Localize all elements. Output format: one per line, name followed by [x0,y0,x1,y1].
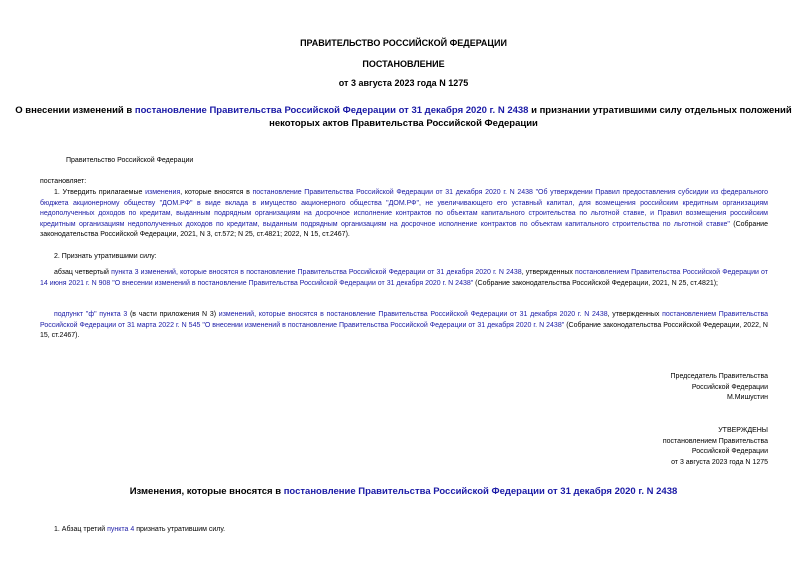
signature-name: М.Мишустин [726,394,768,402]
item1-text-a: 1. Абзац третий [54,526,108,533]
p1-text-b: , которые вносятся в [180,189,253,196]
doc-date-heading: от 3 августа 2023 года N 1275 [338,78,469,88]
p4-changes-link[interactable]: изменений, которые вносятся в постановление Правительства Российской Федерации от 31 декабря 2020 г. N 2438 [218,311,608,318]
approved-line1: УТВЕРЖДЕНЫ [718,427,768,434]
p1-text-a: 1. Утвердить прилагаемые [54,189,146,196]
p1-text-c: (Собрание законодательства Российской Федерации, 2021, N 3, ст.572; N 25, ст.4821; 2022, N 15, ст.2467). [40,220,768,239]
changes-title [0,485,807,498]
doc-type-heading: ПОСТАНОВЛЕНИЕ [362,59,445,69]
p3-decree-link[interactable]: постановлением Правительства Российской Федерации от 14 июня 2021 г. N 908 "О внесении изменений в постановление Правительства Российской Федерации от 31 декабря 2020 г. N 2438" [40,269,769,287]
approved-block [500,426,768,468]
approved-line2: постановлением Правительства [662,437,768,445]
decree-word: постановляет: [40,178,87,185]
approved-line3: Российской Федерации [691,448,768,456]
p4-text-a: (в части приложения N 3) [127,311,219,318]
p3-text-b: , утвержденных [521,269,576,276]
p4-text-c: (Собрание законодательства Российской Федерации, 2022, N 15, ст.2467). [40,321,768,340]
title-suffix: и признании утратившими силу отдельных положений [528,105,792,116]
changes-title-link[interactable]: постановление Правительства Российской Федерации от 31 декабря 2020 г. N 2438 [283,486,678,497]
item1-point-link[interactable]: пункта 4 [107,526,135,533]
p3-text-c: (Собрание законодательства Российской Федерации, 2021, N 25, ст.4821); [473,279,719,287]
paragraph-1 [40,188,768,241]
p3-changes-link[interactable]: пункта 3 изменений, которые вносятся в постановление Правительства Российской Федерации от 31 декабря 2020 г. N 2438 [111,269,522,276]
signature-block [500,372,768,404]
item1-text-b: признать утратившим силу. [134,526,226,533]
changes-item-1 [54,525,225,536]
signature-line1: Председатель Правительства [670,373,768,380]
document-title-line2: некоторых актов Правительства Российской Федерации [269,118,538,129]
title-prefix: О внесении изменений в [15,105,135,116]
p4-decree-link[interactable]: постановлением Правительства Российской Федерации от 31 марта 2022 г. N 545 "О внесении изменений в постановление Правительства Российской Федерации от 31 декабря 2020 г. N 2438" [40,311,768,329]
paragraph-3 [40,268,768,289]
government-heading: ПРАВИТЕЛЬСТВО РОССИЙСКОЙ ФЕДЕРАЦИИ [300,38,507,48]
p1-changes-link[interactable]: изменения [145,189,181,196]
p4-text-b: , утвержденных [607,311,663,318]
title-decree-link[interactable]: постановление Правительства Российской Федерации от 31 декабря 2020 г. N 2438 [134,105,529,116]
paragraph-4 [40,310,768,342]
p1-decree-link[interactable]: постановление Правительства Российской Федерации от 31 декабря 2020 г. N 2438 "Об утверждении Правил предоставления субсидии из федерального бюджета акционерному обществу "ДОМ.РФ" в виде вклада в имущество акционерного общества "ДОМ.РФ", не увеличивающего его уставный капитал, для возмещения российским кредитным организациям недополученных доходов по кредитам, выданным подрядным организациям на досрочное исполнение контрактов по объектам капитального строительства по льготной ставке, и Правил возмещения российским кредитным организациям недополученных доходов по кредитам, выданным подрядным организациям на досрочное исполнение контрактов по объектам капитального строительства по льготной ставке" [40,189,768,228]
document-title-line1 [0,104,807,117]
intro-text: Правительство Российской Федерации [66,157,194,164]
paragraph-2: 2. Признать утратившими силу: [54,253,157,260]
signature-line2: Российской Федерации [691,383,768,391]
approved-line4: от 3 августа 2023 года N 1275 [671,458,768,466]
p3-text-a: абзац четвертый [54,269,112,276]
document-title [0,104,807,130]
p4-subpoint-link[interactable]: подпункт "ф" пункта 3 [54,311,128,318]
changes-title-prefix: Изменения, которые вносятся в [129,486,284,497]
